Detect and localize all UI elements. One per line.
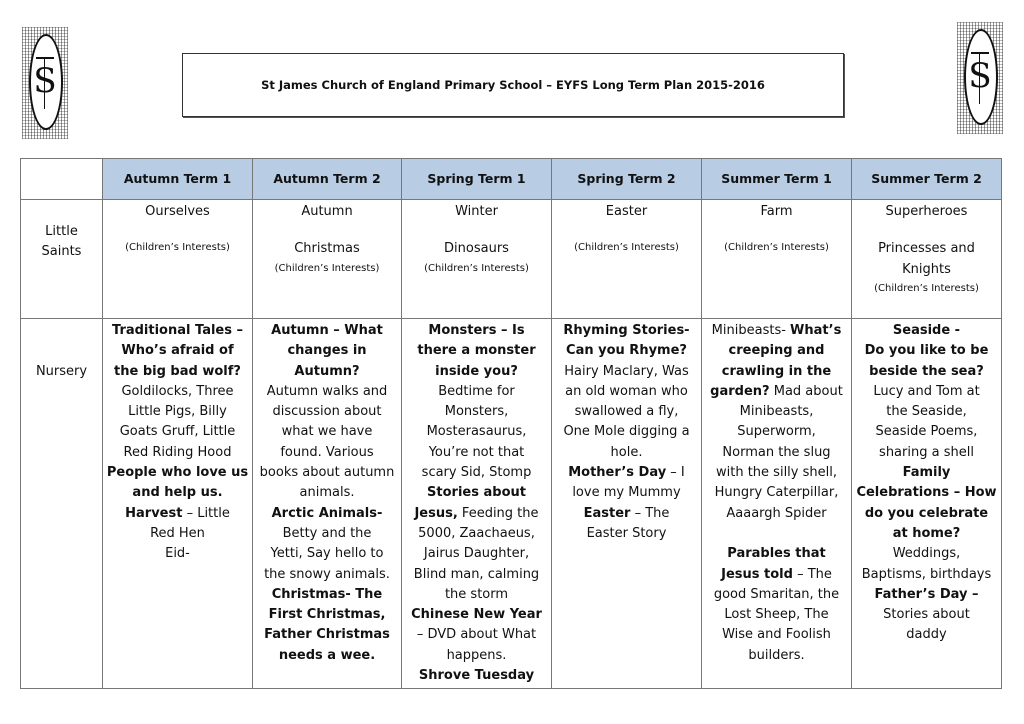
- bold-topic-text: Harvest: [125, 505, 183, 521]
- school-logo-left: S: [22, 27, 68, 139]
- cell-line: [255, 382, 399, 402]
- cell-line: [255, 605, 399, 625]
- bold-topic-text: Monsters – Is: [428, 323, 525, 338]
- cell-line: [105, 402, 250, 422]
- cell-line: [554, 504, 699, 524]
- cell-line: [255, 321, 399, 341]
- cell-text: what we have: [281, 424, 373, 440]
- cell-line: [854, 341, 999, 361]
- plan-cell: [702, 319, 852, 689]
- cell-line: [255, 402, 399, 422]
- cell-line: Farm: [760, 204, 793, 219]
- cell-line: Knights: [902, 261, 951, 277]
- plan-cell: [552, 200, 702, 319]
- term-header: Autumn Term 2: [253, 159, 402, 200]
- cell-text: Blind man, calming: [413, 566, 540, 582]
- cell-text: good Smaritan, the: [713, 586, 840, 602]
- cell-text: Hungry Caterpillar,: [714, 485, 839, 501]
- cell-text: the storm: [444, 586, 509, 602]
- cell-line: [404, 341, 549, 361]
- cell-text: happens.: [446, 647, 507, 663]
- cell-line: [255, 504, 399, 524]
- cell-line: [854, 222, 999, 239]
- childrens-interests-note: (Children’s Interests): [125, 242, 230, 254]
- cell-line: [404, 646, 549, 666]
- bold-topic-text: creeping and: [728, 343, 825, 359]
- bold-topic-text: Mother’s Day: [568, 465, 667, 481]
- cell-line: [854, 463, 999, 483]
- bold-topic-text: Can you Rhyme?: [566, 343, 687, 359]
- cell-line: [704, 222, 849, 239]
- cell-line: [404, 382, 549, 402]
- cell-line: [404, 544, 549, 564]
- plan-cell: [852, 200, 1002, 319]
- cell-text: sharing a shell: [879, 444, 974, 460]
- cell-line: [704, 504, 849, 524]
- bold-topic-text: Stories about: [427, 485, 526, 501]
- cell-line: [404, 605, 549, 625]
- cell-line: Ourselves: [145, 204, 210, 219]
- cell-line: [704, 565, 849, 585]
- row-label: [21, 319, 103, 689]
- row-label-line: [23, 321, 100, 341]
- bold-topic-text: Autumn – What: [271, 323, 383, 338]
- cell-line: [854, 362, 999, 382]
- cell-line: [404, 625, 549, 645]
- cell-line: [854, 524, 999, 544]
- cell-line: [255, 222, 399, 239]
- cell-text: Superworm,: [737, 424, 816, 440]
- cell-text: found. Various: [280, 444, 374, 460]
- cell-text: Yetti, Say hello to: [270, 546, 384, 562]
- bold-topic-text: changes in: [287, 343, 367, 359]
- cell-text: Jairus Daughter,: [423, 546, 530, 562]
- bold-topic-text: Family: [902, 465, 951, 481]
- cell-text: Little Pigs, Billy: [128, 404, 227, 420]
- cell-line: [704, 585, 849, 605]
- cell-text: Aaaargh Spider: [726, 505, 827, 521]
- plan-cell: [702, 200, 852, 319]
- plan-cell: [402, 200, 552, 319]
- bold-topic-text: Easter: [583, 505, 631, 521]
- cell-line: [404, 483, 549, 503]
- cell-line: [554, 222, 699, 239]
- childrens-interests-note: (Children’s Interests): [874, 282, 979, 294]
- cell-text: the Seaside,: [886, 404, 967, 420]
- cell-line: [105, 544, 250, 564]
- cell-text: daddy: [906, 627, 947, 643]
- cell-text: Lost Sheep, The: [724, 607, 829, 623]
- childrens-interests-note: (Children’s Interests): [424, 262, 529, 274]
- cell-line: [704, 402, 849, 422]
- cell-text: – DVD about What: [416, 627, 537, 643]
- cell-line: [404, 585, 549, 605]
- cell-line: [255, 544, 399, 564]
- school-logo-right: S: [957, 22, 1003, 134]
- cell-line: [554, 402, 699, 422]
- bold-topic-text: Jesus told: [721, 566, 793, 582]
- term-header: Spring Term 2: [552, 159, 702, 200]
- cell-text: Red Hen: [150, 525, 205, 541]
- cell-text: Mosterasaurus,: [426, 424, 527, 440]
- bold-topic-text: garden?: [710, 383, 770, 399]
- cell-text: with the silly shell,: [716, 465, 837, 481]
- cell-line: [255, 585, 399, 605]
- bold-topic-text: Celebrations – How: [856, 485, 997, 501]
- cell-line: [404, 565, 549, 585]
- bold-topic-text: Father’s Day –: [874, 586, 979, 602]
- cell-line: Dinosaurs: [444, 241, 509, 257]
- cell-text: swallowed a fly,: [574, 404, 679, 420]
- cell-line: [704, 321, 849, 341]
- bold-topic-text: People who love us: [106, 465, 249, 481]
- cell-line: [404, 422, 549, 442]
- cell-text: Feeding the: [457, 505, 539, 521]
- bold-topic-text: Do you like to be: [864, 343, 989, 359]
- plan-cell: [103, 319, 253, 689]
- cell-line: [404, 362, 549, 382]
- cell-line: [255, 422, 399, 442]
- cell-line: [554, 341, 699, 361]
- cell-text: 5000, Zaachaeus,: [418, 525, 535, 541]
- row-label-line: Nursery: [35, 363, 88, 379]
- cell-text: Mad about: [769, 383, 843, 399]
- cell-line: [255, 524, 399, 544]
- cell-line: [105, 382, 250, 402]
- childrens-interests-note: (Children’s Interests): [274, 262, 380, 274]
- cell-text: Autumn walks and: [266, 383, 388, 399]
- cell-line: [704, 625, 849, 645]
- childrens-interests-note: (Children’s Interests): [724, 242, 829, 254]
- cell-line: [554, 524, 699, 544]
- cell-line: [704, 463, 849, 483]
- header-row: [21, 159, 1002, 200]
- cell-text: – I: [666, 465, 685, 481]
- cell-line: [854, 585, 999, 605]
- cell-line: [554, 463, 699, 483]
- cell-line: [404, 666, 549, 686]
- cell-line: [105, 222, 250, 239]
- plan-cell: [852, 319, 1002, 689]
- bold-topic-text: crawling in the: [721, 363, 832, 379]
- bold-topic-text: Rhyming Stories-: [563, 323, 690, 338]
- bold-topic-text: Autumn?: [294, 363, 360, 379]
- cell-line: [404, 504, 549, 524]
- cell-line: [854, 422, 999, 442]
- cell-line: [105, 422, 250, 442]
- term-header: Autumn Term 1: [103, 159, 253, 200]
- bold-topic-text: the big bad wolf?: [114, 363, 241, 379]
- cell-text: Stories about: [883, 607, 970, 623]
- cell-line: [255, 341, 399, 361]
- bold-topic-text: Shrove Tuesday: [418, 668, 535, 684]
- row-label-line: Little: [45, 224, 78, 239]
- cell-line: [255, 463, 399, 483]
- cell-line: [554, 483, 699, 503]
- term-header: Spring Term 1: [402, 159, 552, 200]
- cell-text: Red Riding Hood: [123, 444, 232, 460]
- cell-line: [105, 483, 250, 503]
- cell-text: Minibeasts-: [711, 323, 791, 338]
- plan-cell: [103, 200, 253, 319]
- cell-text: animals.: [299, 485, 355, 501]
- cell-text: Bedtime for: [438, 383, 515, 399]
- title-text: St James Church of England Primary School – EYFS Long Term Plan 2015-2016: [261, 78, 765, 92]
- cell-line: [255, 443, 399, 463]
- cell-line: [554, 321, 699, 341]
- cell-line: [404, 524, 549, 544]
- cell-line: [105, 463, 250, 483]
- cell-text: Monsters,: [444, 404, 509, 420]
- cell-line: [854, 483, 999, 503]
- cell-line: [255, 625, 399, 645]
- bold-topic-text: Parables that: [727, 546, 826, 562]
- plan-cell: [552, 319, 702, 689]
- cell-line: [704, 544, 849, 564]
- row-label-line: Saints: [41, 244, 82, 260]
- bold-topic-text: beside the sea?: [869, 363, 984, 379]
- cell-line: [854, 402, 999, 422]
- cell-line: [554, 443, 699, 463]
- bold-topic-text: Chinese New Year: [411, 607, 542, 623]
- cell-line: [105, 362, 250, 382]
- cell-text: Weddings,: [892, 546, 961, 562]
- cell-text: an old woman who: [565, 383, 688, 399]
- cell-text: Betty and the: [282, 525, 372, 541]
- cell-line: [854, 605, 999, 625]
- cell-line: [105, 504, 250, 524]
- bold-topic-text: there a monster: [417, 343, 536, 359]
- cell-text: love my Mummy: [572, 485, 681, 501]
- long-term-plan-table: [20, 158, 1002, 689]
- cell-text: builders.: [748, 647, 805, 663]
- cell-text: – Little: [182, 505, 230, 521]
- cell-text: – The: [630, 505, 670, 521]
- plan-cell: [402, 319, 552, 689]
- cell-line: [105, 524, 250, 544]
- cell-text: – The: [792, 566, 832, 582]
- cell-line: [704, 382, 849, 402]
- cell-text: Baptisms, birthdays: [861, 566, 992, 582]
- cell-line: [105, 341, 250, 361]
- row-little-saints: [21, 200, 1002, 319]
- cell-line: [704, 605, 849, 625]
- bold-topic-text: at home?: [892, 525, 961, 541]
- bold-topic-text: inside you?: [435, 363, 518, 379]
- term-header: Summer Term 1: [702, 159, 852, 200]
- row-label-line: [23, 341, 100, 361]
- cell-line: [704, 422, 849, 442]
- cell-text: Goats Gruff, Little: [119, 424, 236, 440]
- cell-line: [255, 483, 399, 503]
- cell-line: [404, 463, 549, 483]
- cell-line: [854, 504, 999, 524]
- bold-topic-text: needs a wee.: [278, 647, 376, 663]
- cell-line: Winter: [455, 204, 498, 219]
- cell-line: [704, 524, 849, 544]
- cell-line: [255, 565, 399, 585]
- cell-line: [854, 443, 999, 463]
- cell-line: [854, 544, 999, 564]
- cell-line: [854, 382, 999, 402]
- bold-topic-text: Father Christmas: [264, 627, 390, 643]
- bold-topic-text: do you celebrate: [864, 505, 989, 521]
- cell-line: Superheroes: [885, 204, 968, 219]
- cell-line: [704, 483, 849, 503]
- bold-topic-text: First Christmas,: [268, 607, 386, 623]
- cell-line: Easter: [605, 204, 648, 219]
- cell-line: [704, 341, 849, 361]
- cell-text: Minibeasts,: [739, 404, 814, 420]
- plan-cell: [253, 319, 402, 689]
- cell-line: [704, 443, 849, 463]
- cell-text: You’re not that: [428, 444, 525, 460]
- bold-topic-text: Who’s afraid of: [121, 343, 234, 359]
- cell-line: Christmas: [294, 241, 360, 257]
- document-title: [182, 53, 844, 117]
- bold-topic-text: Christmas- The: [271, 586, 383, 602]
- bold-topic-text: Arctic Animals-: [271, 505, 383, 521]
- cell-text: books about autumn: [259, 465, 395, 481]
- bold-topic-text: Seaside -: [892, 323, 961, 338]
- cell-line: [404, 222, 549, 239]
- corner-cell: [21, 159, 103, 200]
- cell-text: hole.: [610, 444, 643, 460]
- plan-cell: [253, 200, 402, 319]
- cell-line: [554, 382, 699, 402]
- cell-text: Easter Story: [586, 525, 667, 541]
- cell-line: [255, 646, 399, 666]
- cell-text: Norman the slug: [722, 444, 831, 460]
- childrens-interests-note: (Children’s Interests): [574, 242, 679, 254]
- cell-line: Autumn: [301, 204, 353, 219]
- row-label: [21, 200, 103, 319]
- cell-line: [404, 443, 549, 463]
- cell-line: [854, 625, 999, 645]
- cell-line: [105, 321, 250, 341]
- cell-line: [255, 362, 399, 382]
- cell-text: Lucy and Tom at: [873, 383, 980, 399]
- cell-text: the snowy animals.: [264, 566, 390, 582]
- bold-topic-text: Traditional Tales –: [112, 323, 243, 338]
- bold-topic-text: Jesus,: [414, 505, 458, 521]
- cell-line: Princesses and: [878, 241, 975, 257]
- cell-line: [105, 443, 250, 463]
- cell-line: [404, 402, 549, 422]
- bold-topic-text: What’s: [790, 323, 842, 338]
- cell-text: One Mole digging a: [563, 424, 690, 440]
- cell-line: [554, 422, 699, 442]
- cell-text: Wise and Foolish: [722, 627, 831, 643]
- cell-text: discussion about: [272, 404, 382, 420]
- cell-text: Goldilocks, Three: [121, 383, 234, 399]
- cell-text: Seaside Poems,: [875, 424, 978, 440]
- cell-line: [704, 646, 849, 666]
- bold-topic-text: and help us.: [132, 485, 223, 501]
- cell-line: [854, 321, 999, 341]
- cell-line: [854, 565, 999, 585]
- term-header: Summer Term 2: [852, 159, 1002, 200]
- cell-text: scary Sid, Stomp: [421, 465, 532, 481]
- cell-line: [554, 362, 699, 382]
- cell-line: [704, 362, 849, 382]
- cell-text: Eid-: [165, 546, 190, 562]
- cell-line: [404, 321, 549, 341]
- row-nursery: [21, 319, 1002, 689]
- cell-text: Hairy Maclary, Was: [564, 363, 689, 379]
